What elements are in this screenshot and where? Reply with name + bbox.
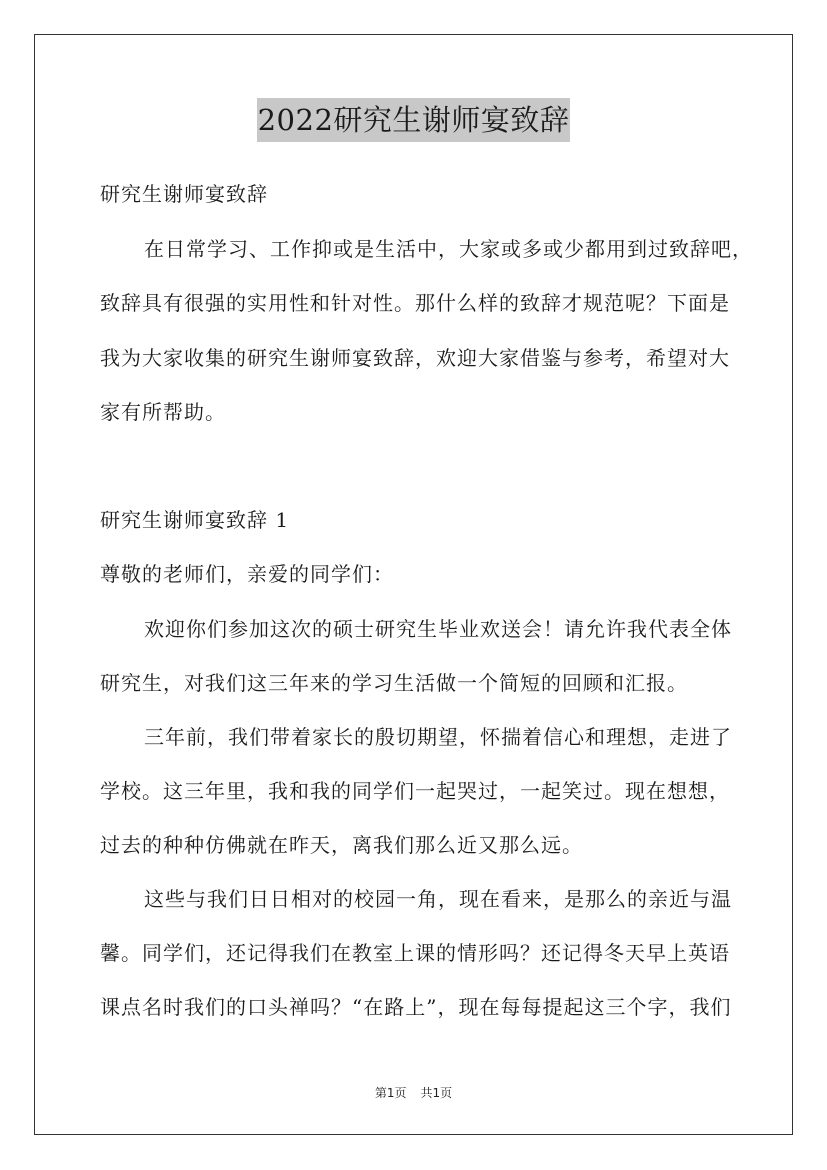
page-number: 第1页 <box>374 1086 407 1100</box>
section-heading: 研究生谢师宴致辞 <box>100 182 268 206</box>
paragraph-line: 三年前，我们带着家长的殷切期望，怀揣着信心和理想，走进了 <box>144 725 732 749</box>
paragraph-line: 馨。同学们，还记得我们在教室上课的情形吗？还记得冬天早上英语 <box>100 941 730 965</box>
paragraph-line: 家有所帮助。 <box>100 400 226 424</box>
section-heading: 研究生谢师宴致辞 1 <box>100 508 290 532</box>
salutation: 尊敬的老师们，亲爱的同学们： <box>100 562 394 586</box>
page-total: 共1页 <box>420 1086 453 1100</box>
paragraph-line: 我为大家收集的研究生谢师宴致辞，欢迎大家借鉴与参考，希望对大 <box>100 346 730 370</box>
paragraph-line: 过去的种种仿佛就在昨天，离我们那么近又那么远。 <box>100 833 583 857</box>
paragraph-line: 课点名时我们的口头禅吗？“在路上”，现在每每提起这三个字，我们 <box>100 995 732 1019</box>
paragraph-line: 学校。这三年里，我和我的同学们一起哭过，一起笑过。现在想想， <box>100 779 730 803</box>
paragraph-line: 研究生，对我们这三年来的学习生活做一个简短的回顾和汇报。 <box>100 671 688 695</box>
paragraph-line: 欢迎你们参加这次的硕士研究生毕业欢送会！请允许我代表全体 <box>144 617 732 641</box>
paragraph-line: 这些与我们日日相对的校园一角，现在看来，是那么的亲近与温 <box>144 887 732 911</box>
document-title <box>0 98 827 142</box>
paragraph-line: 在日常学习、工作抑或是生活中，大家或多或少都用到过致辞吧， <box>144 237 753 261</box>
page-footer <box>0 1085 827 1101</box>
document-title-text: 2022研究生谢师宴致辞 <box>257 98 571 142</box>
paragraph-line: 致辞具有很强的实用性和针对性。那什么样的致辞才规范呢？下面是 <box>100 291 730 315</box>
